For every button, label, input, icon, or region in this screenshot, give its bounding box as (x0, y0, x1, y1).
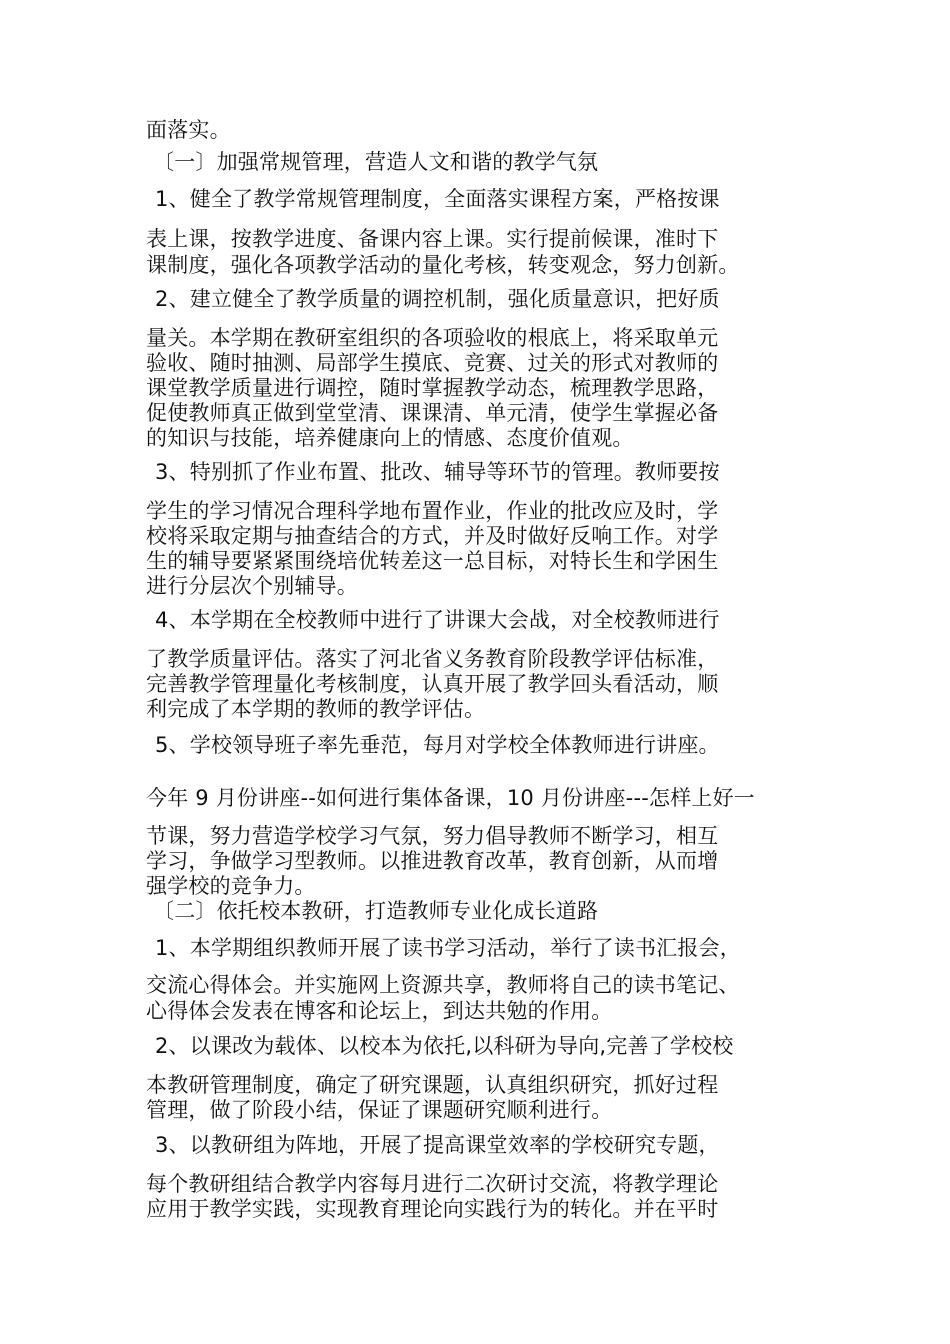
text-line: 节课，努力营造学校学习气氛，努力倡导教师不断学习，相互 (146, 824, 719, 848)
text-line: 应用于教学实践，实现教育理论向实践行为的转化。并在平时 (146, 1197, 719, 1221)
text-line: 完善教学管理量化考核制度，认真开展了教学回头看活动，顺 (146, 672, 719, 696)
text-line: 进行分层次个别辅导。 (146, 574, 358, 598)
section-heading: 〔二〕依托校本教研，打造教师专业化成长道路 (153, 899, 599, 923)
text-line: 课堂教学质量进行调控，随时掌握教学动态，梳理教学思路， (146, 376, 719, 400)
text-line: 课制度，强化各项教学活动的量化考核，转变观念，努力创新。 (146, 253, 740, 277)
text-line: 管理，做了阶段小结，保证了课题研究顺利进行。 (146, 1098, 613, 1122)
text-line: 学习，争做学习型教师。以推进教育改革，教育创新，从而增 (146, 849, 719, 873)
text-line: 心得体会发表在博客和论坛上，到达共勉的作用。 (146, 999, 613, 1023)
text-line: 验收、随时抽测、局部学生摸底、竞赛、过关的形式对教师的 (146, 351, 719, 375)
text-line: 1、本学期组织教师开展了读书学习活动，举行了读书汇报会， (155, 936, 741, 960)
text-line: 1、健全了教学常规管理制度，全面落实课程方案，严格按课 (155, 187, 720, 211)
text-line: 4、本学期在全校教师中进行了讲课大会战，对全校教师进行 (155, 608, 720, 632)
text-line: 面落实。 (146, 118, 231, 142)
section-heading: 〔一〕加强常规管理，营造人文和谐的教学气氛 (153, 150, 599, 174)
text-line: 学生的学习情况合理科学地布置作业，作业的批改应及时，学 (146, 499, 719, 523)
text-line: 促使教师真正做到堂堂清、课课清、单元清，使学生掌握必备 (146, 401, 719, 425)
text-line: 的知识与技能，培养健康向上的情感、态度价值观。 (146, 426, 634, 450)
text-line: 3、特别抓了作业布置、批改、辅导等环节的管理。教师要按 (155, 460, 720, 484)
text-line: 了教学质量评估。落实了河北省义务教育阶段教学评估标准， (146, 647, 719, 671)
text-line: 2、建立健全了教学质量的调控机制，强化质量意识，把好质 (155, 287, 720, 311)
text-line: 本教研管理制度，确定了研究课题，认真组织研究，抓好过程 (146, 1073, 719, 1097)
text-line: 每个教研组结合教学内容每月进行二次研讨交流，将教学理论 (146, 1172, 719, 1196)
text-line: 5、学校领导班子率先垂范，每月对学校全体教师进行讲座。 (155, 733, 720, 757)
text-line: 强学校的竞争力。 (146, 874, 316, 898)
text-line: 2、以课改为载体、以校本为依托,以科研为导向,完善了学校校 (155, 1034, 734, 1058)
text-line: 量关。本学期在教研室组织的各项验收的根底上，将采取单元 (146, 326, 719, 350)
text-line: 校将采取定期与抽查结合的方式，并及时做好反响工作。对学 (146, 524, 719, 548)
text-line: 交流心得体会。并实施网上资源共享，教师将自己的读书笔记、 (146, 973, 740, 997)
text-line: 3、以教研组为阵地，开展了提高课堂效率的学校研究专题， (155, 1133, 720, 1157)
text-line: 利完成了本学期的教师的教学评估。 (146, 697, 486, 721)
text-line: 生的辅导要紧紧围绕培优转差这一总目标，对特长生和学困生 (146, 549, 719, 573)
text-line: 今年 9 月份讲座--如何进行集体备课，10 月份讲座---怎样上好一 (146, 786, 755, 810)
text-line: 表上课，按教学进度、备课内容上课。实行提前候课，准时下 (146, 227, 719, 251)
